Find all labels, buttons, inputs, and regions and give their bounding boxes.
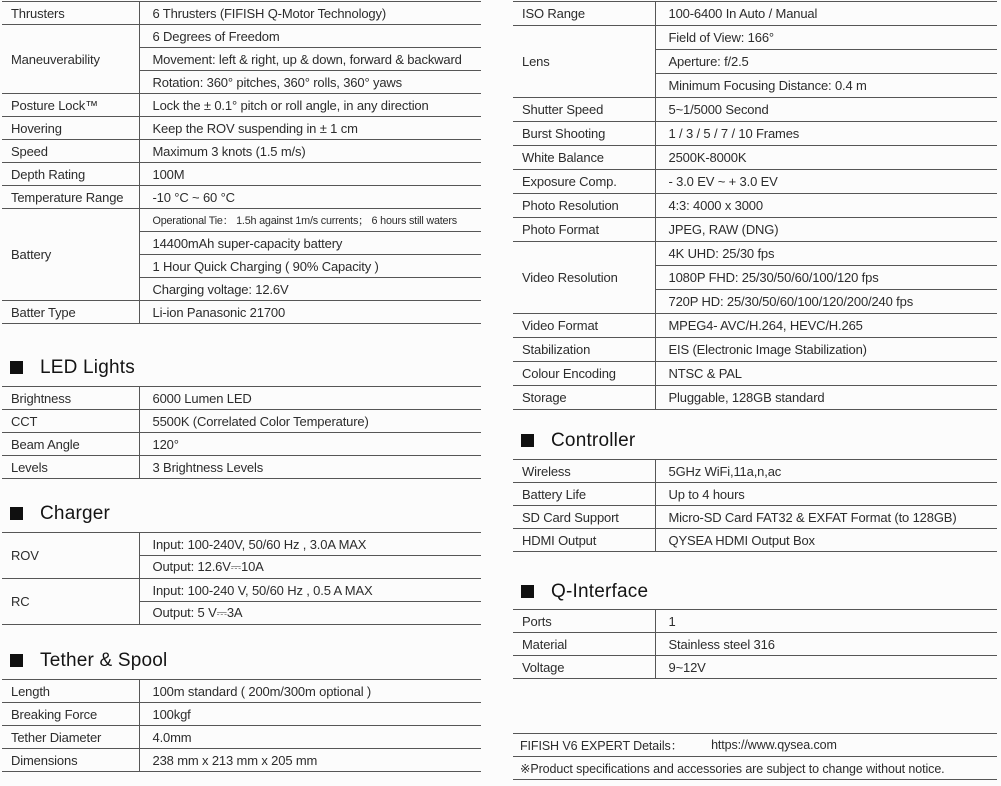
spec-value: 4K UHD: 25/30 fps: [655, 242, 997, 266]
spec-value: 1: [655, 610, 997, 633]
spec-label: Photo Format: [513, 218, 655, 242]
spec-row: [2, 2, 481, 25]
spec-label: Length: [2, 680, 139, 703]
spec-value: 5~1/5000 Second: [655, 98, 997, 122]
spec-row: [2, 301, 481, 324]
spec-value: Lock the ± 0.1° pitch or roll angle, in any direction: [139, 94, 481, 117]
spec-value: Up to 4 hours: [655, 483, 997, 506]
spec-value: 100M: [139, 163, 481, 186]
spec-label: Battery: [2, 209, 139, 301]
spec-label: Burst Shooting: [513, 122, 655, 146]
right-column: [513, 0, 997, 786]
spec-value: 100-6400 In Auto / Manual: [655, 2, 997, 26]
spec-label: Stabilization: [513, 338, 655, 362]
spec-value: Output: 12.6V⎓10A: [139, 556, 481, 579]
spec-value: -10 °C ~ 60 °C: [139, 186, 481, 209]
spec-row: [513, 26, 997, 50]
spec-value: 1 / 3 / 5 / 7 / 10 Frames: [655, 122, 997, 146]
spec-value: Pluggable, 128GB standard: [655, 386, 997, 410]
section-header-controller: [513, 427, 635, 454]
section-header-tether-spool: [2, 647, 167, 674]
section-bullet-icon: [521, 434, 534, 447]
spec-value: Micro-SD Card FAT32 & EXFAT Format (to 128GB): [655, 506, 997, 529]
spec-label: Storage: [513, 386, 655, 410]
section-bullet-icon: [10, 361, 23, 374]
spec-row: [513, 362, 997, 386]
spec-label: Material: [513, 633, 655, 656]
spec-value: 2500K-8000K: [655, 146, 997, 170]
spec-value: 5GHz WiFi,11a,n,ac: [655, 460, 997, 483]
section-title: LED Lights: [40, 356, 135, 378]
spec-value: Keep the ROV suspending in ± 1 cm: [139, 117, 481, 140]
spec-value: MPEG4- AVC/H.264, HEVC/H.265: [655, 314, 997, 338]
spec-value: - 3.0 EV ~ + 3.0 EV: [655, 170, 997, 194]
spec-row: [513, 146, 997, 170]
spec-row: [2, 117, 481, 140]
spec-row: [513, 194, 997, 218]
spec-value: 9~12V: [655, 656, 997, 679]
spec-row: [513, 242, 997, 266]
controller-table: [513, 459, 997, 552]
spec-value: 100m standard ( 200m/300m optional ): [139, 680, 481, 703]
spec-value: 120°: [139, 433, 481, 456]
spec-label: White Balance: [513, 146, 655, 170]
section-title: Charger: [40, 502, 111, 524]
details-label: FIFISH V6 EXPERT Details：: [520, 739, 684, 753]
spec-label: Dimensions: [2, 749, 139, 772]
spec-row: [513, 386, 997, 410]
spec-label: Colour Encoding: [513, 362, 655, 386]
spec-value: NTSC & PAL: [655, 362, 997, 386]
spec-label: Lens: [513, 26, 655, 98]
footer-details-row: [513, 733, 997, 756]
spec-label: CCT: [2, 410, 139, 433]
section-bullet-icon: [10, 654, 23, 667]
spec-value: Input: 100-240V, 50/60 Hz , 3.0A MAX: [139, 533, 481, 556]
camera-spec-table: [513, 1, 997, 410]
spec-label: HDMI Output: [513, 529, 655, 552]
spec-row: [513, 338, 997, 362]
section-bullet-icon: [521, 585, 534, 598]
spec-row: [2, 579, 481, 602]
spec-row: [2, 726, 481, 749]
spec-value: 6 Thrusters (FIFISH Q-Motor Technology): [139, 2, 481, 25]
spec-value: Minimum Focusing Distance: 0.4 m: [655, 74, 997, 98]
spec-value: 4:3: 4000 x 3000: [655, 194, 997, 218]
details-url: https://www.qysea.com: [711, 738, 837, 752]
spec-value: 6 Degrees of Freedom: [139, 25, 481, 48]
spec-row: [2, 25, 481, 48]
spec-row: [513, 170, 997, 194]
spec-value: 100kgf: [139, 703, 481, 726]
spec-value: Field of View: 166°: [655, 26, 997, 50]
spec-label: Ports: [513, 610, 655, 633]
spec-row: [513, 460, 997, 483]
spec-label: Exposure Comp.: [513, 170, 655, 194]
left-column: [2, 0, 481, 786]
section-header-q-interface: [513, 578, 648, 605]
spec-label: ROV: [2, 533, 139, 579]
spec-value: Maximum 3 knots (1.5 m/s): [139, 140, 481, 163]
spec-label: Beam Angle: [2, 433, 139, 456]
spec-value: Rotation: 360° pitches, 360° rolls, 360° yaws: [139, 71, 481, 94]
spec-value: 1080P FHD: 25/30/50/60/100/120 fps: [655, 266, 997, 290]
spec-label: Video Format: [513, 314, 655, 338]
spec-value: Charging voltage: 12.6V: [139, 278, 481, 301]
spec-label: Video Resolution: [513, 242, 655, 314]
spec-row: [2, 410, 481, 433]
spec-value: Output: 5 V⎓3A: [139, 602, 481, 625]
spec-label: Photo Resolution: [513, 194, 655, 218]
spec-label: Hovering: [2, 117, 139, 140]
spec-row: [513, 506, 997, 529]
spec-value: 6000 Lumen LED: [139, 387, 481, 410]
spec-label: Speed: [2, 140, 139, 163]
spec-row: [513, 2, 997, 26]
notice-text: ※Product specifications and accessories are subject to change without notice.: [520, 761, 945, 776]
spec-value: Li-ion Panasonic 21700: [139, 301, 481, 324]
spec-label: Temperature Range: [2, 186, 139, 209]
spec-row: [2, 680, 481, 703]
spec-value: 5500K (Correlated Color Temperature): [139, 410, 481, 433]
spec-label: Shutter Speed: [513, 98, 655, 122]
spec-value: 1 Hour Quick Charging ( 90% Capacity ): [139, 255, 481, 278]
spec-value: 238 mm x 213 mm x 205 mm: [139, 749, 481, 772]
spec-value: Input: 100-240 V, 50/60 Hz , 0.5 A MAX: [139, 579, 481, 602]
rov-spec-table: [2, 1, 481, 324]
section-header-charger: [2, 500, 110, 527]
section-title: Controller: [551, 429, 636, 451]
spec-row: [2, 703, 481, 726]
spec-label: Brightness: [2, 387, 139, 410]
led-lights-table: [2, 386, 481, 479]
spec-row: [2, 533, 481, 556]
spec-label: Battery Life: [513, 483, 655, 506]
spec-row: [2, 163, 481, 186]
section-bullet-icon: [10, 507, 23, 520]
spec-label: Posture Lock™: [2, 94, 139, 117]
spec-label: Voltage: [513, 656, 655, 679]
spec-row: [2, 94, 481, 117]
spec-label: Thrusters: [2, 2, 139, 25]
spec-label: Depth Rating: [2, 163, 139, 186]
tether-spool-table: [2, 679, 481, 772]
spec-value: Stainless steel 316: [655, 633, 997, 656]
spec-row: [513, 122, 997, 146]
charger-table: [2, 532, 481, 625]
spec-row: [513, 610, 997, 633]
spec-row: [513, 656, 997, 679]
spec-row: [513, 633, 997, 656]
spec-row: [2, 140, 481, 163]
footer: [513, 733, 997, 780]
spec-label: Breaking Force: [2, 703, 139, 726]
spec-value: 14400mAh super-capacity battery: [139, 232, 481, 255]
spec-row: [2, 186, 481, 209]
spec-label: Levels: [2, 456, 139, 479]
spec-row: [2, 209, 481, 232]
spec-row: [513, 218, 997, 242]
q-interface-table: [513, 609, 997, 679]
spec-value: 3 Brightness Levels: [139, 456, 481, 479]
spec-label: Wireless: [513, 460, 655, 483]
spec-row: [513, 314, 997, 338]
spec-value: Movement: left & right, up & down, forward & backward: [139, 48, 481, 71]
spec-row: [2, 433, 481, 456]
spec-value: EIS (Electronic Image Stabilization): [655, 338, 997, 362]
section-title: Tether & Spool: [40, 649, 168, 671]
spec-value: 4.0mm: [139, 726, 481, 749]
spec-value: Aperture: f/2.5: [655, 50, 997, 74]
spec-label: SD Card Support: [513, 506, 655, 529]
spec-value: JPEG, RAW (DNG): [655, 218, 997, 242]
spec-row: [513, 529, 997, 552]
spec-value: Operational Tie： 1.5h against 1m/s currents； 6 hours still waters: [139, 209, 481, 232]
spec-label: Batter Type: [2, 301, 139, 324]
spec-row: [2, 387, 481, 410]
spec-label: Maneuverability: [2, 25, 139, 94]
spec-row: [2, 749, 481, 772]
spec-value: QYSEA HDMI Output Box: [655, 529, 997, 552]
footer-notice-row: [513, 756, 997, 780]
section-title: Q-Interface: [551, 580, 649, 602]
spec-value: 720P HD: 25/30/50/60/100/120/200/240 fps: [655, 290, 997, 314]
spec-row: [513, 483, 997, 506]
spec-label: Tether Diameter: [2, 726, 139, 749]
spec-row: [2, 456, 481, 479]
spec-row: [513, 98, 997, 122]
spec-label: RC: [2, 579, 139, 625]
spec-label: ISO Range: [513, 2, 655, 26]
section-header-led-lights: [2, 354, 135, 381]
